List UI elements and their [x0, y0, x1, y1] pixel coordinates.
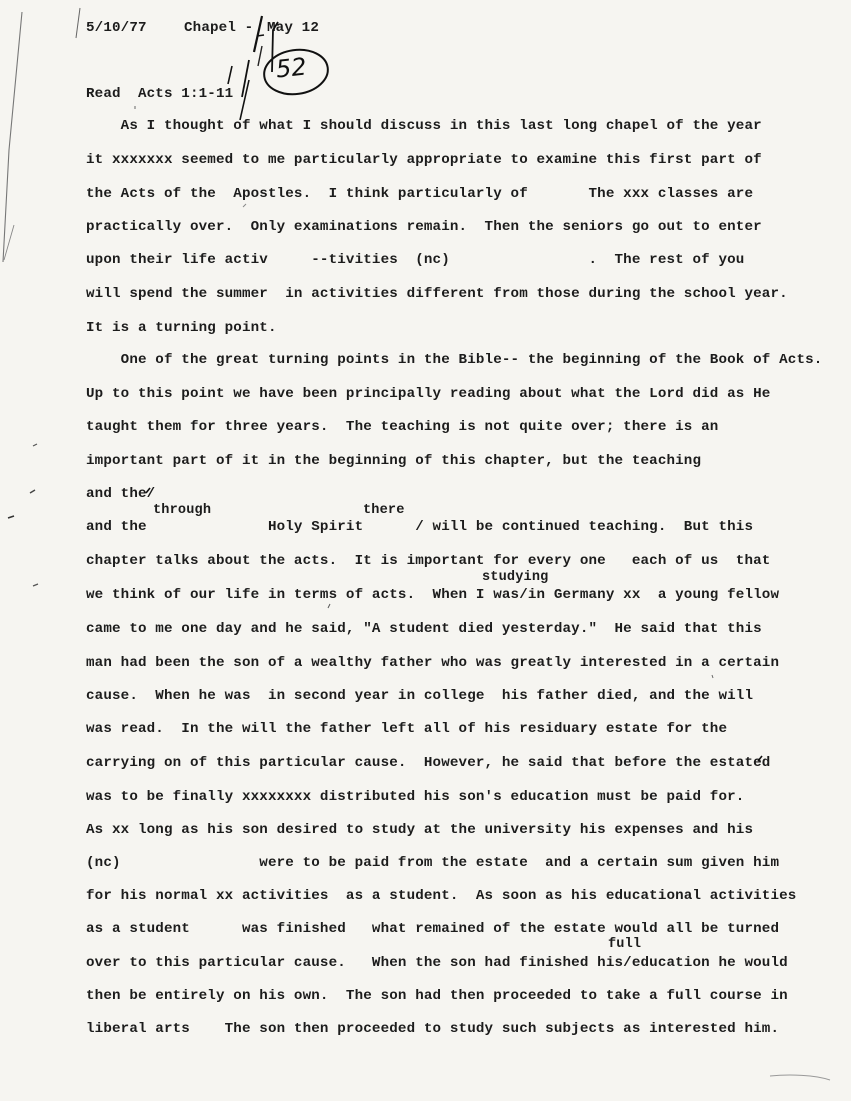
body-line: (nc) were to be paid from the estate and a certain sum given him — [86, 855, 780, 871]
reading-reference: Read Acts 1:1-11 — [86, 86, 234, 102]
insertion-studying: studying — [482, 570, 549, 585]
body-line: liberal arts The son then proceeded to study such subjects as interested him. — [86, 1021, 780, 1037]
body-line: taught them for three years. The teaching is not quite over; there is an — [86, 419, 719, 435]
body-line: As I thought of what I should discuss in this last long chapel of the year — [86, 118, 762, 134]
insertion-full: full — [608, 937, 642, 952]
body-line: chapter talks about the acts. It is important for every one each of us that — [86, 553, 771, 569]
body-line: it xxxxxxx seemed to me particularly appropriate to examine this first part of — [86, 152, 762, 168]
body-line: important part of it in the beginning of this chapter, but the teaching — [86, 453, 702, 469]
body-line: over to this particular cause. When the son had finished his/education he would — [86, 955, 788, 971]
body-line: upon their life activ --tivities (nc) . The rest of you — [86, 252, 745, 268]
body-line: we think of our life in terms of acts. When I was/in Germany xx a young fellow — [86, 587, 780, 603]
body-line: the Acts of the Apostles. I think particularly of The xxx classes are — [86, 186, 754, 202]
body-line: and the Holy Spirit / will be continued teaching. But this — [86, 519, 754, 535]
memo-title: Chapel - — [184, 20, 254, 36]
circled-number-text: 52 — [274, 52, 308, 84]
body-line: will spend the summer in activities different from those during the school year. — [86, 286, 788, 302]
body-line: Up to this point we have been principally reading about what the Lord did as He — [86, 386, 771, 402]
body-line: was read. In the will the father left all of his residuary estate for the — [86, 721, 728, 737]
body-line: came to me one day and he said, "A student died yesterday." He said that this — [86, 621, 762, 637]
memo-date: 5/10/77 — [86, 20, 147, 36]
body-line: man had been the son of a wealthy father who was greatly interested in a certain — [86, 655, 780, 671]
body-line: cause. When he was in second year in college his father died, and the will — [86, 688, 754, 704]
memo-date-2: May 12 — [267, 20, 319, 36]
body-line: for his normal xx activities as a student. As soon as his educational activities — [86, 888, 797, 904]
body-line: One of the great turning points in the Bible-- the beginning of the Book of Acts. — [86, 352, 823, 368]
body-line: and the/ — [86, 486, 156, 502]
insertion-there: there — [363, 503, 405, 518]
insertion-through: through — [153, 503, 212, 518]
body-line: carrying on of this particular cause. However, he said that before the estated — [86, 755, 771, 771]
body-line: then be entirely on his own. The son had then proceeded to take a full course in — [86, 988, 788, 1004]
body-line: It is a turning point. — [86, 320, 277, 336]
body-line: was to be finally xxxxxxxx distributed his son's education must be paid for. — [86, 789, 745, 805]
body-line: As xx long as his son desired to study at the university his expenses and his — [86, 822, 754, 838]
body-line: practically over. Only examinations remain. Then the seniors go out to enter — [86, 219, 762, 235]
body-line: as a student was finished what remained of the estate would all be turned — [86, 921, 780, 937]
